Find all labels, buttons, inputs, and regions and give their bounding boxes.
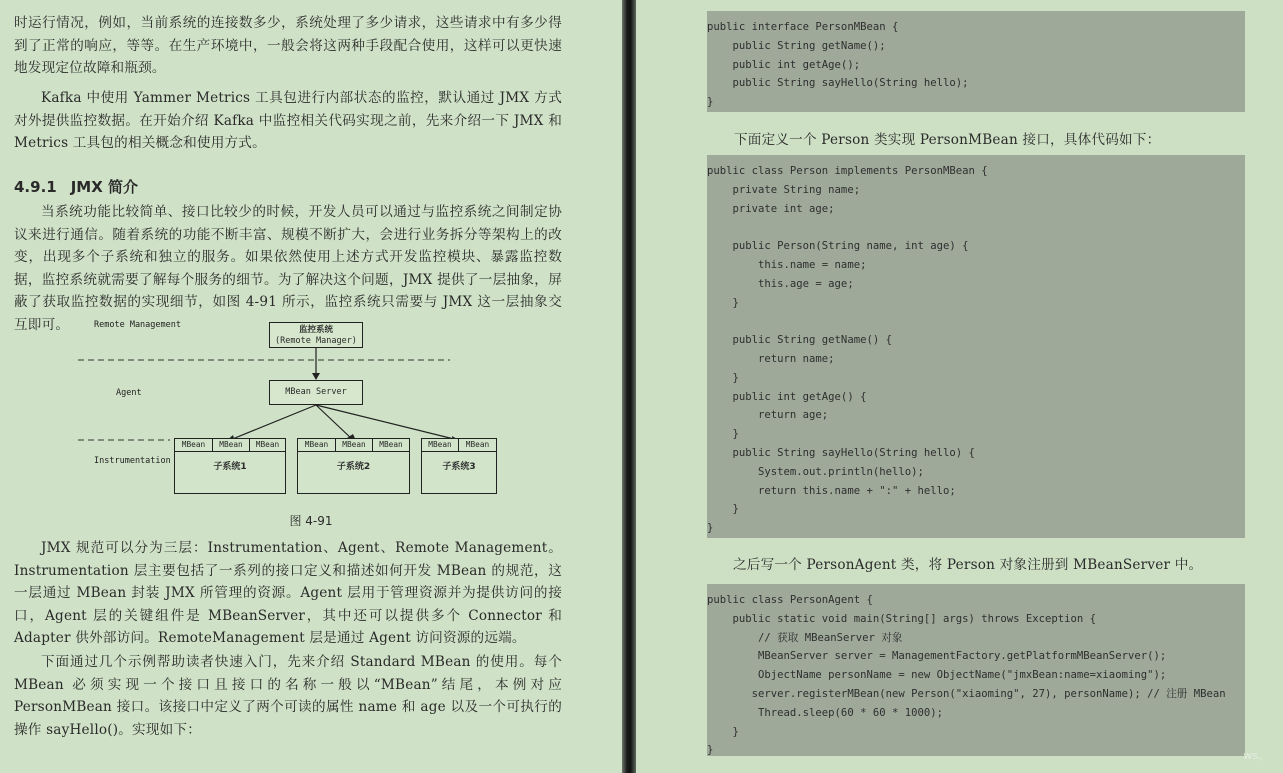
arrow-to-subsystem2	[316, 405, 353, 440]
paragraph-kafka-metrics: Kafka 中使用 Yammer Metrics 工具包进行内部状态的监控，默认通过 JMX 方式对外提供监控数据。在开始介绍 Kafka 中监控相关代码实现之前，先来介绍一下 JMX 和 Metrics 工具包的相关概念和使用方式。	[14, 90, 562, 152]
jmx-architecture-diagram	[70, 316, 570, 516]
paragraph-intro: 时运行情况，例如，当前系统的连接数多少，系统处理了多少请求，这些请求中有多少得到了正常的响应，等等。在生产环境中，一般会将这两种手段配合使用，这样可以更快速地发现定位故障和瓶颈。	[14, 15, 562, 77]
arrow-to-subsystem3	[316, 405, 458, 440]
mbean-cell: MBean	[298, 439, 336, 452]
code-line: public class PersonAgent {	[707, 594, 873, 606]
code-line: }	[707, 744, 714, 757]
subsystem2-box	[297, 438, 410, 494]
code-line: public class Person implements PersonMBean {	[707, 165, 988, 177]
mbean-cell: MBean	[336, 439, 373, 452]
mbean-server-box: MBean Server	[269, 380, 363, 405]
code-line: return name;	[707, 352, 835, 365]
paragraph-jmx-layers: JMX 规范可以分为三层：Instrumentation、Agent、Remote Management。Instrumentation 层主要包括了一系列的接口定义和描述如何开发 MBean 的规范，这一层通过 MBean 封装 JMX 所管理的资源。Agent 层用于管理资源并为提供访问的接口，Agent 层的关键组件是 MBeanServer，其中还可以提供多个 Connector 和 Adapter 供外部访问。RemoteManagement 层是通过 Agent 访问资源的远端。	[14, 540, 562, 647]
code-line: server.registerMBean(new Person("xiaoming", 27), personName); // 注册 MBean	[707, 687, 1226, 700]
arrow-to-subsystem1	[230, 405, 316, 440]
code-line: public String getName() {	[707, 334, 892, 347]
arrow-head	[312, 373, 320, 380]
code-line: private String name;	[707, 183, 861, 196]
code-line: }	[707, 725, 739, 738]
instrumentation-label: Instrumentation	[94, 456, 171, 466]
code-line: }	[707, 428, 739, 441]
paragraph-jmx-intro: 当系统功能比较简单、接口比较少的时候，开发人员可以通过与监控系统之间制定协议来进行通信。随着系统的功能不断丰富、规模不断扩大，会进行业务拆分等架构上的改变，出现多个子系统和独立的服务。如果依然使用上述方式开发监控模块、暴露监控数据，监控系统就需要了解每个服务的细节。为了解决这个问题，JMX 提供了一层抽象，屏蔽了获取监控数据的实现细节，如图 4-91 所示，监控系统只需要与 JMX 这一层抽象交互即可。	[14, 204, 562, 333]
section-title: JMX 简介	[70, 178, 139, 196]
code-line: }	[707, 522, 714, 535]
corner-text: ws。	[1243, 749, 1269, 762]
monitor-system-box	[269, 322, 363, 348]
code-line: return age;	[707, 409, 829, 422]
mbean-cell: MBean	[175, 439, 213, 452]
code-line: }	[707, 503, 739, 516]
agent-label: Agent	[116, 388, 142, 398]
mbean-cell: MBean	[422, 439, 459, 452]
code-line	[707, 218, 1245, 237]
subsystem3-box	[421, 438, 497, 494]
code-line: public Person(String name, int age) {	[707, 240, 969, 253]
code-line: }	[707, 296, 739, 309]
monitor-system-title: 监控系统	[298, 325, 333, 335]
subsystem1-name: 子系统1	[213, 462, 247, 472]
code-block-personagent	[707, 584, 1245, 756]
code-line: }	[707, 96, 714, 109]
code-line: }	[707, 371, 739, 384]
code-block-person	[707, 155, 1245, 538]
subsystem1-box	[174, 438, 286, 494]
code-line: return this.name + ":" + hello;	[707, 484, 956, 497]
remote-manager-label: (Remote Manager)	[275, 336, 357, 346]
code-line: MBeanServer server = ManagementFactory.getPlatformMBeanServer();	[707, 650, 1167, 663]
subsystem2-name: 子系统2	[336, 462, 371, 472]
subsystem3-name: 子系统3	[442, 462, 476, 472]
remote-management-label: Remote Management	[94, 320, 181, 330]
code-line: this.age = age;	[707, 277, 854, 290]
section-number: 4.9.1	[14, 178, 57, 196]
code-line: public static void main(String[] args) throws Exception {	[707, 612, 1097, 625]
code-line: private int age;	[707, 202, 835, 215]
code-line: public int getAge() {	[707, 390, 867, 403]
figure-caption: 图 4-91	[289, 514, 333, 528]
code-line	[707, 312, 1245, 331]
mbean-cell: MBean	[373, 439, 409, 452]
code-line: public String sayHello(String hello) {	[707, 446, 975, 459]
code-line: public String sayHello(String hello);	[707, 77, 969, 90]
mbean-cell: MBean	[459, 439, 496, 452]
code-line: Thread.sleep(60 * 60 * 1000);	[707, 706, 943, 719]
code-line: public int getAge();	[707, 58, 861, 71]
left-page	[0, 0, 622, 773]
text-person-agent: 之后写一个 PersonAgent 类，将 Person 对象注册到 MBeanServer 中。	[733, 557, 1203, 573]
code-block-personmbean	[707, 11, 1245, 112]
section-heading	[14, 176, 138, 197]
code-line: // 获取 MBeanServer 对象	[707, 631, 903, 644]
code-line: System.out.println(hello);	[707, 465, 924, 478]
book-gutter	[622, 0, 636, 773]
mbean-cell: MBean	[213, 439, 250, 452]
code-line: this.name = name;	[707, 258, 867, 271]
code-line: ObjectName personName = new ObjectName("jmxBean:name=xiaoming");	[707, 669, 1167, 682]
code-line: public String getName();	[707, 39, 886, 52]
paragraph-standard-mbean: 下面通过几个示例帮助读者快速入门，先来介绍 Standard MBean 的使用。每个 MBean 必须实现一个接口且接口的名称一般以“MBean”结尾，本例对应 PersonMBean 接口。该接口中定义了两个可读的属性 name 和 age 以及一个可执行的操作 sayHello()。实现如下：	[14, 654, 562, 738]
mbean-cell: MBean	[250, 439, 285, 452]
text-define-person: 下面定义一个 Person 类实现 PersonMBean 接口，具体代码如下：	[734, 132, 1161, 148]
right-page	[636, 0, 1283, 773]
code-line: public interface PersonMBean {	[707, 21, 899, 33]
